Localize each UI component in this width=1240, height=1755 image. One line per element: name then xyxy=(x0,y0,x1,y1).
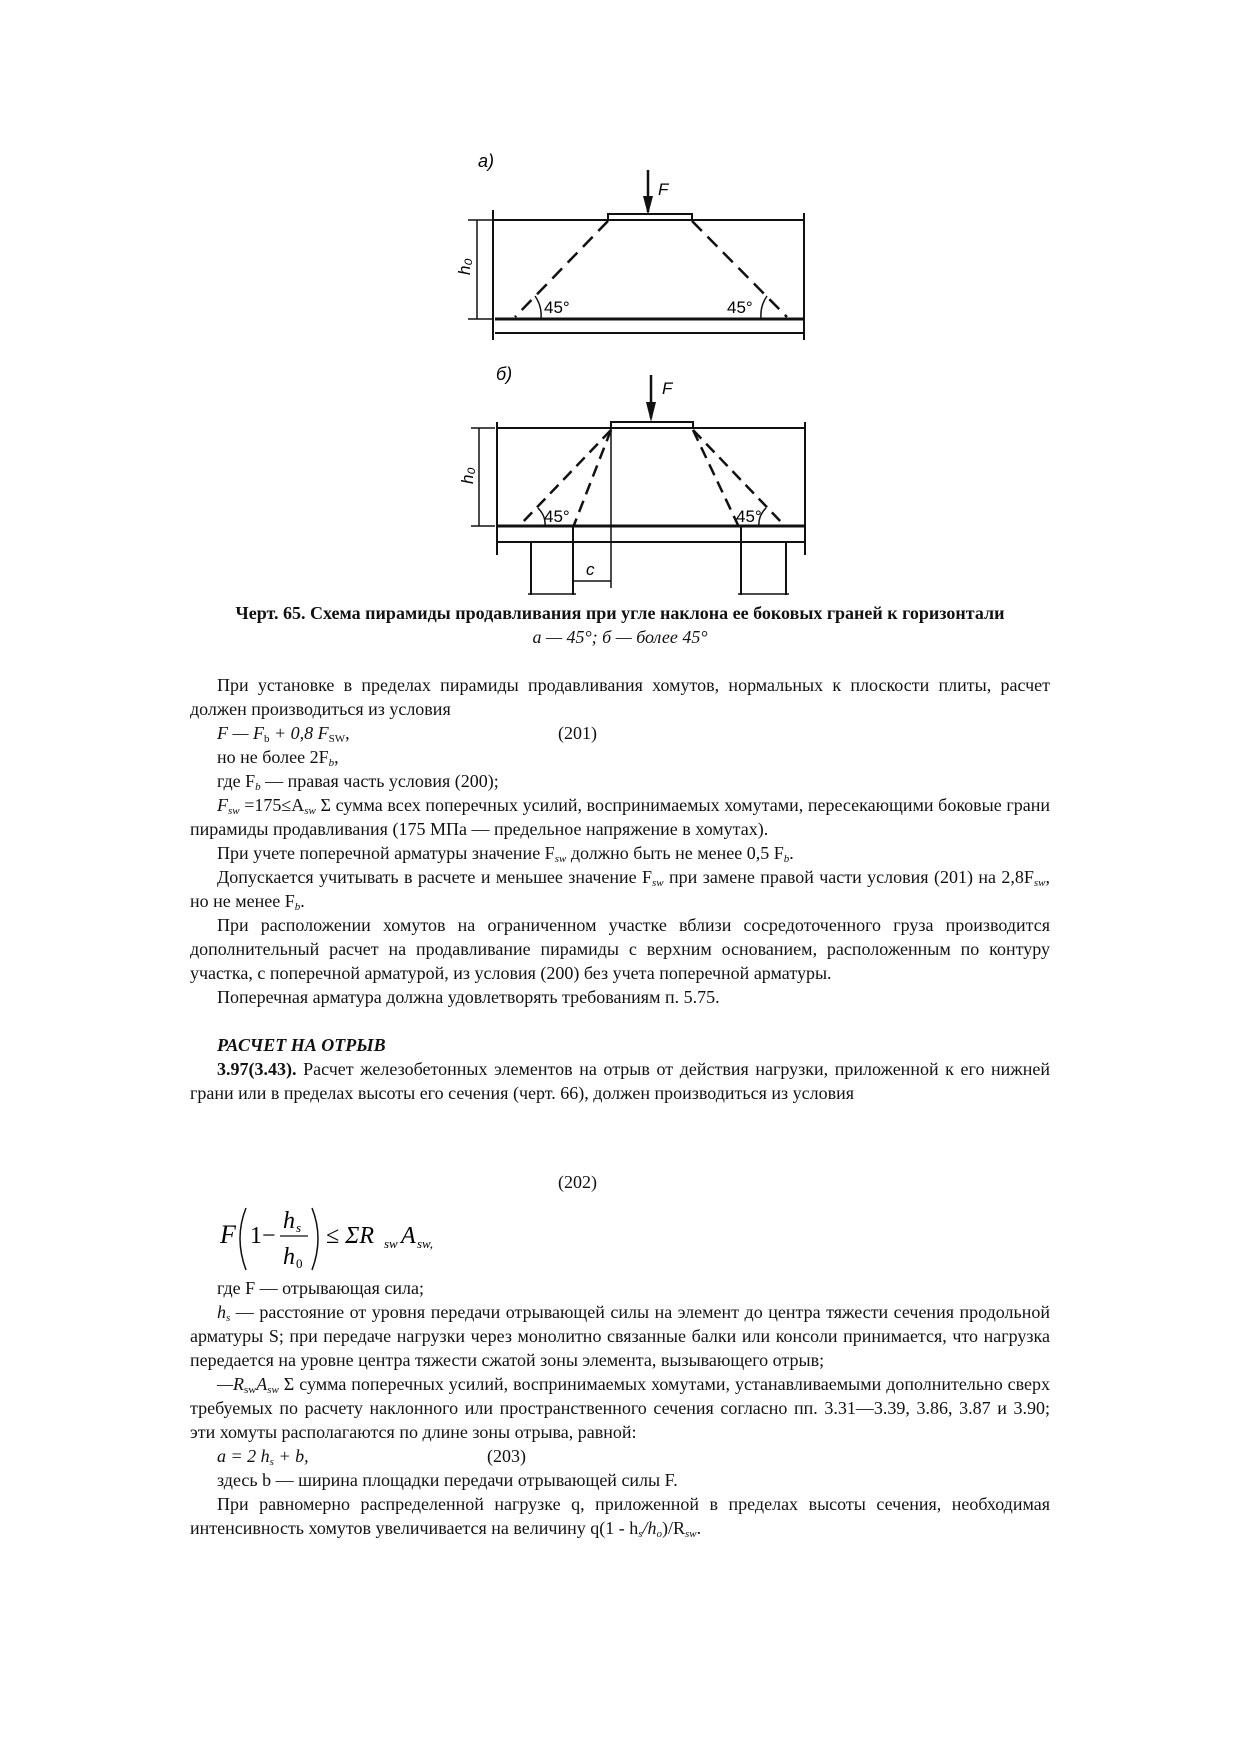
section-heading: РАСЧЕТ НА ОТРЫВ xyxy=(217,1035,386,1055)
clause-number: 3.97(3.43). xyxy=(217,1059,297,1079)
svg-text:h: h xyxy=(283,1208,295,1234)
svg-text:F: F xyxy=(658,180,669,199)
svg-text:45°: 45° xyxy=(727,298,753,317)
equation-number-201: (201) xyxy=(558,723,597,743)
paragraph-allow-smaller: Допускается учитывать в расчете и меньшее значение $F_{sw}$ при замене правой части условия (201) на $2,8F_{sw}$, но не менее $F_b$. xyxy=(190,867,1050,913)
body-text-2 xyxy=(190,1276,1050,1540)
punching-pyramid-45-diagram xyxy=(400,140,820,340)
paragraph-rsw-definition: $—R_{sw}A_{sw}$ Σ сумма поперечных усилий, воспринимаемых хомутами, устанавливаемыми дополнительно сверх требуемых по расчету наклонного или пространственного сечения согласно пп. 3.31—3.39, 3.86, 3.87 и 3.90; эти хомуты располагаются по длине зоны отрыва, равной: xyxy=(190,1374,1050,1442)
svg-text:h₀: h₀ xyxy=(458,467,477,484)
body-text-1 xyxy=(190,673,1050,1105)
svg-text:45°: 45° xyxy=(544,507,570,526)
svg-text:sw,: sw, xyxy=(417,1236,434,1251)
svg-text:h₀: h₀ xyxy=(455,258,474,275)
equation-203: a = 2 $h_s + b$, (203) xyxy=(217,1446,526,1468)
paragraph-hs-definition: $h_s$ — расстояние от уровня передачи отрывающей силы на элемент до центра тяжести сечения продольной арматуры S; при передаче нагрузки через монолитно связанные балки или консоли принимается, что нагрузка передается на уровне центра тяжести сжатой зоны элемента, вызывающего отрыв; xyxy=(190,1302,1050,1370)
svg-text:0: 0 xyxy=(296,1256,303,1271)
svg-text:F: F xyxy=(662,379,673,398)
figure-b xyxy=(400,360,820,600)
equation-number-203: (203) xyxy=(487,1446,526,1466)
svg-text:45°: 45° xyxy=(544,298,570,317)
svg-text:s: s xyxy=(296,1220,302,1235)
equation-number-202: (202) xyxy=(558,1172,597,1192)
paragraph-limited-area: При расположении хомутов на ограниченном участке вблизи сосредоточенного груза производится дополнительный расчет на продавливание пирамиды с верхним основанием, расположенным по контуру участка, с поперечной арматурой, из условия (200) без учета поперечной арматуры. xyxy=(190,915,1050,983)
svg-text:F: F xyxy=(220,1220,236,1249)
paragraph-stirrups-condition: При установке в пределах пирамиды продавливания хомутов, нормальных к плоскости плиты, расчет должен производиться из условия xyxy=(190,675,1050,719)
svg-text:1−: 1− xyxy=(250,1223,276,1249)
paragraph-397: 3.97(3.43). Расчет железобетонных элементов на отрыв от действия нагрузки, приложенной к его нижней грани или в пределах высоты его сечения (черт. 66), должен производиться из условия xyxy=(190,1059,1050,1103)
svg-text:c: c xyxy=(586,560,595,579)
paragraph-requirements: Поперечная арматура должна удовлетворять требованиям п. 5.75. xyxy=(217,987,720,1007)
svg-text:≤ ΣR: ≤ ΣR xyxy=(326,1223,375,1249)
paragraph-fsw-definition: $F_{sw} =175\le A_{sw}$ Σ сумма всех поперечных усилий, воспринимаемых хомутами, пересекающими боковые грани пирамиды продавливания (175 МПа — предельное напряжение в хомутах). xyxy=(190,795,1050,839)
paragraph-distributed-load: При равномерно распределенной нагрузке q, приложенной в пределах высоты сечения, необходимая интенсивность хомутов увеличивается на величину $q(1 - h_s/h_o)/R_{sw}$. xyxy=(190,1494,1050,1540)
caption-subtitle: а — 45°; б — более 45° xyxy=(532,627,708,647)
svg-text:45°: 45° xyxy=(736,507,762,526)
where-F-line: где F — отрывающая сила; xyxy=(217,1278,425,1298)
figure-a xyxy=(400,140,820,340)
figure-a-label: а) xyxy=(478,151,495,171)
equation-202 xyxy=(220,1198,520,1271)
punching-pyramid-over-45-diagram xyxy=(400,360,820,600)
caption-title: Черт. 65. Схема пирамиды продавливания при угле наклона ее боковых граней к горизонтали xyxy=(235,603,1005,623)
not-more-line: но не более $2F_b$, xyxy=(217,747,339,769)
paragraph-min-fsw: При учете поперечной арматуры значение $F_{sw}$ должно быть не менее 0,5 $F_b$. xyxy=(217,843,794,865)
svg-text:A: A xyxy=(401,1223,416,1249)
where-fb-line: где $F_b$ — правая часть условия (200); xyxy=(217,771,499,793)
svg-text:h: h xyxy=(283,1244,295,1270)
svg-text:б): б) xyxy=(496,364,513,384)
svg-text:sw: sw xyxy=(384,1236,398,1251)
here-b-line: здесь b — ширина площадки передачи отрывающей силы F. xyxy=(217,1470,678,1490)
figure-caption xyxy=(190,601,1050,649)
equation-201: F — $F_b + 0,8$ $F_{SW}$, (201) xyxy=(217,723,597,745)
